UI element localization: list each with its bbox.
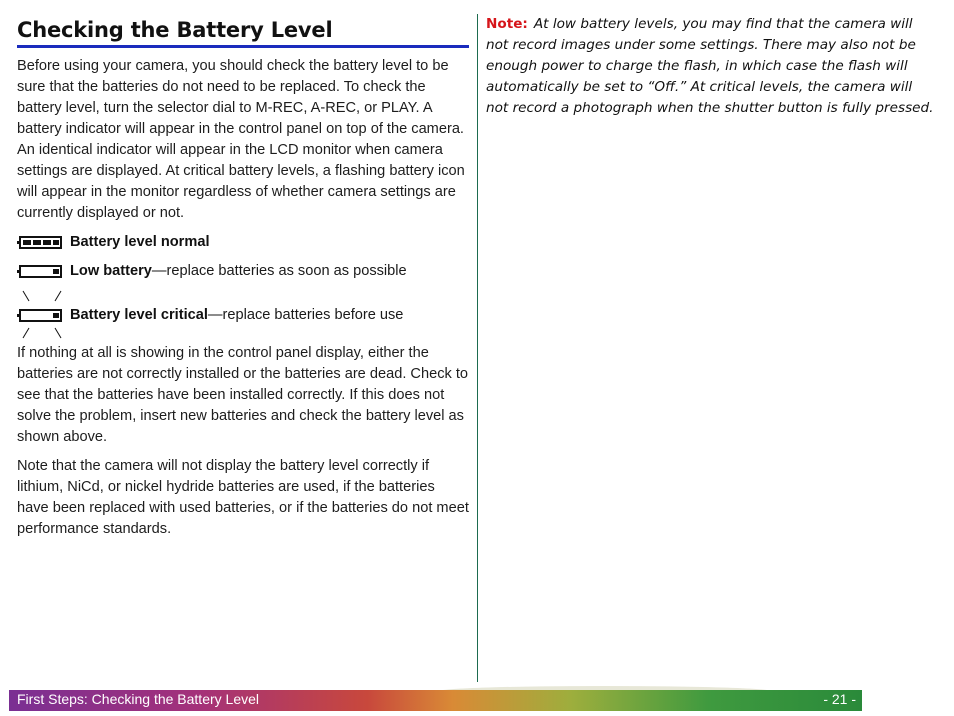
battery-critical-row [17, 305, 469, 325]
footer-section-title: First Steps: Checking the Battery Level [17, 691, 259, 707]
note-text: At low battery levels, you may find that the camera will not record images under some settings. There may also not be enough power to charge the flash, in which case the flash will automatically be set to “Off.” At critical levels, the camera will not record a photograph when the shutter button is fully pressed. [486, 16, 934, 116]
note-column [486, 14, 936, 119]
page-number: - 21 - [823, 691, 856, 707]
battery-low-row [17, 261, 469, 281]
battery-type-paragraph: Note that the camera will not display the battery level correctly if lithium, NiCd, or nickel hydride batteries are used, if the batteries have been replaced with used batteries, or if the batteries do not meet performance standards. [17, 458, 469, 537]
battery-level-normal-row [17, 232, 469, 252]
battery-low-icon [17, 264, 63, 278]
flash-ticks-bottom-icon [17, 327, 67, 339]
battery-critical-icon [17, 308, 63, 322]
flash-ticks-top-icon [17, 290, 67, 302]
main-column [17, 14, 469, 540]
note-label: Note: [486, 16, 528, 32]
battery-low-desc: —replace batteries as soon as possible [151, 263, 407, 279]
footer-bar [9, 690, 862, 711]
column-divider [477, 14, 478, 682]
battery-critical-label: Battery level critical [70, 307, 208, 323]
battery-normal-label: Battery level normal [70, 234, 210, 250]
battery-low-label: Low battery [70, 263, 152, 279]
intro-paragraph: Before using your camera, you should check the battery level to be sure that the batteries do not need to be replaced. To check the battery level, turn the selector dial to M-REC, A-REC, or PLAY. A battery indicator will appear in the control panel on top of the camera. An identical indicator will appear in the LCD monitor when camera settings are displayed. At critical battery levels, a flashing battery icon will appear in the monitor regardless of whether camera settings are currently displayed or not. [17, 58, 465, 221]
no-display-paragraph: If nothing at all is showing in the control panel display, either the batteries are not correctly installed or the batteries are dead. Check to see that the batteries have been installed correctly. If this does not solve the problem, insert new batteries and check the battery level as shown above. [17, 345, 469, 445]
battery-critical-desc: —replace batteries before use [207, 307, 404, 323]
battery-full-icon [17, 235, 63, 249]
page-title: Checking the Battery Level [17, 14, 469, 48]
